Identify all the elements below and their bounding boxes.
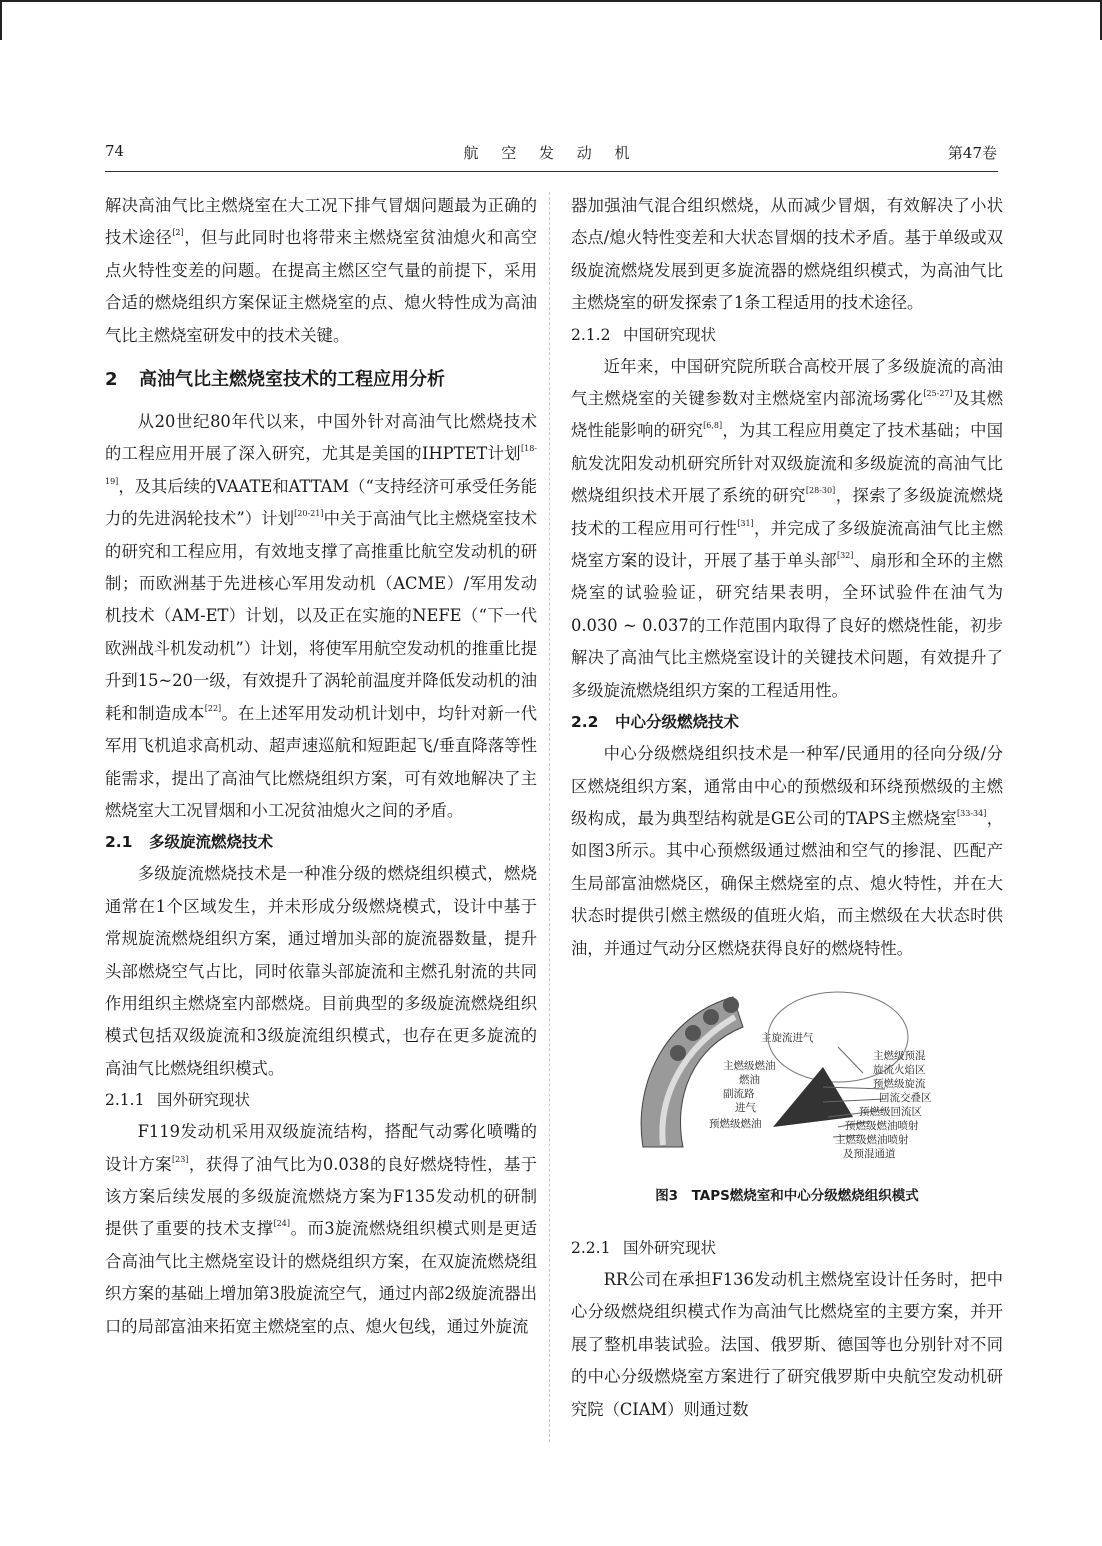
- label-swirl-zone: 旋流火焰区: [873, 1063, 926, 1076]
- label-fuel: 燃油: [739, 1073, 760, 1086]
- subsubsection-heading: 2.1.2 中国研究现状: [571, 325, 717, 344]
- paragraph: F119发动机采用双级旋流结构，搭配气动雾化喷嘴的设计方案[23]，获得了油气比为0.038的良好燃烧特性，基于该方案后续发展的多级旋流燃烧方案为F135发动机的研制提供了重要的技术支撑[24]。而3旋流燃烧组织模式则是更适合高油气比主燃烧室设计的燃烧组织方案，在双旋流燃烧组织方案的基础上增加第3股旋流空气，通过内部2级旋流器出口的局部富油来拓宽主燃烧室的点、熄火包线，通过外旋流: [105, 1122, 537, 1336]
- citation[interactable]: [6,8]: [703, 421, 723, 431]
- citation[interactable]: [20-21]: [294, 509, 324, 519]
- subsection-heading: 2.2 中心分级燃烧技术: [571, 713, 740, 732]
- paragraph: 解决高油气比主燃烧室在大工况下排气冒烟问题最为正确的技术途径[2]，但与此同时也将带来主燃烧室贫油熄火和高空点火特性变差的问题。在提高主燃区空气量的前提下，采用合适的燃烧组织方案保证主燃烧室的点、熄火特性成为高油气比主燃烧室研发中的技术关键。: [105, 196, 537, 345]
- citation[interactable]: [31]: [737, 518, 754, 528]
- crop-mark-left: [0, 0, 2, 40]
- taps-combustor-illustration: [623, 977, 963, 1177]
- paragraph: 中心分级燃烧组织技术是一种军/民通用的径向分级/分区燃烧组织方案，通常由中心的预燃级和环绕预燃级的主燃级构成，最为典型结构就是GE公司的TAPS主燃烧室[33-34]，如图3所示。其中心预燃级通过燃油和空气的掺混、匹配产生局部富油燃烧区，确保主燃烧室的点、熄火特性，并在大状态时提供引燃主燃级的值班火焰，而主燃级在大状态时供油，并通过气动分区燃烧获得良好的燃烧特性。: [571, 744, 1003, 958]
- subsection-heading: 2.1 多级旋流燃烧技术: [105, 833, 274, 852]
- left-column: [105, 190, 537, 1343]
- volume-label: 第47卷: [947, 144, 997, 162]
- citation[interactable]: [2]: [172, 228, 184, 238]
- label-pilot-inject: 预燃级燃油喷射: [845, 1119, 919, 1132]
- pilot-cone: [773, 1067, 853, 1127]
- label-main-fuel: 主燃级燃油: [723, 1059, 776, 1072]
- figure-caption: 图3 TAPS燃烧室和中心分级燃烧组织模式: [655, 1187, 919, 1204]
- label-pilot-recirc: 预燃级回流区: [859, 1105, 922, 1118]
- paragraph: 多级旋流燃烧技术是一种准分级的燃烧组织模式，燃烧通常在1个区域发生，并未形成分级燃烧模式，设计中基于常规旋流燃烧组织方案，通过增加头部的旋流器数量，提升头部燃烧空气占比，同时依靠头部旋流和主燃孔射流的共同作用组织主燃烧室内部燃烧。目前典型的多级旋流燃烧组织模式包括双级旋流和3级旋流组织模式，也存在更多旋流的高油气比燃烧组织模式。: [105, 864, 537, 1078]
- label-mix-channel: 及预混通道: [843, 1147, 896, 1160]
- label-inlet: 进气: [735, 1101, 756, 1114]
- citation[interactable]: [22]: [204, 703, 222, 713]
- figure-3: [571, 977, 1003, 1177]
- label-pilot-fuel: 预燃级燃油: [709, 1117, 762, 1130]
- citation[interactable]: [32]: [836, 551, 854, 561]
- crop-mark-top: [0, 0, 1102, 2]
- page-number: 74: [105, 142, 125, 160]
- citation[interactable]: [25-27]: [923, 389, 953, 399]
- paragraph: RR公司在承担F136发动机主燃烧室设计任务时，把中心分级燃烧组织模式作为高油气比燃烧室的主要方案，并开展了整机串装试验。法国、俄罗斯、德国等也分别针对不同的中心分级燃烧室方案进行了研究俄罗斯中央航空发动机研究院（CIAM）则通过数: [571, 1269, 1003, 1419]
- label-pilot-premix: 主燃级预混: [873, 1049, 926, 1062]
- citation[interactable]: [23]: [172, 1154, 189, 1164]
- citation[interactable]: [18-19]: [105, 444, 537, 486]
- label-pilot-swirl: 预燃级旋流: [873, 1077, 926, 1090]
- column-separator: [549, 192, 550, 1442]
- citation[interactable]: [33-34]: [957, 808, 987, 818]
- running-header: [105, 140, 997, 166]
- subsubsection-heading: 2.2.1 国外研究现状: [571, 1238, 717, 1257]
- label-main-inject: 主燃级燃油喷射: [835, 1133, 909, 1146]
- subsubsection-heading: 2.1.1 国外研究现状: [105, 1091, 251, 1110]
- label-bypass: 副流路: [723, 1087, 755, 1100]
- right-column: [571, 190, 1003, 1426]
- citation[interactable]: [24]: [273, 1219, 291, 1229]
- label-main-inlet: 主旋流进气: [761, 1031, 814, 1044]
- paragraph: 从20世纪80年代以来，中国外针对高油气比燃烧技术的工程应用开展了深入研究，尤其是美国的IHPTET计划[18-19]，及其后续的VAATE和ATTAM（“支持经济可承受任务能力的先进涡轮技术”）计划[20-21]中关于高油气比主燃烧室技术的研究和工程应用，有效地支撑了高推重比航空发动机的研制；而欧洲基于先进核心军用发动机（ACME）/军用发动机技术（AM-ET）计划，以及正在实施的NEFE（“下一代欧洲战斗机发动机”）计划，将使军用航空发动机的推重比提升到15~20一级，有效提升了涡轮前温度并降低发动机的油耗和制造成本[22]。在上述军用发动机计划中，均针对新一代军用飞机追求高机动、超声速巡航和短距起飞/垂直降落等性能需求，提出了高油气比燃烧组织方案，可有效地解决了主燃烧室大工况冒烟和小工况贫油熄火之间的矛盾。: [105, 412, 537, 820]
- paragraph: 近年来，中国研究院所联合高校开展了多级旋流的高油气主燃烧室的关键参数对主燃烧室内部流场雾化[25-27]及其燃烧性能影响的研究[6,8]，为其工程应用奠定了技术基础；中国航发沈阳发动机研究所针对双级旋流和多级旋流的高油气比燃烧组织技术开展了系统的研究[28-30]，探索了多级旋流燃烧技术的工程应用可行性[31]，并完成了多级旋流高油气比主燃烧室方案的设计，开展了基于单头部[32]、扇形和全环的主燃烧室的试验验证，研究结果表明，全环试验件在油气为0.030 ~ 0.037的工作范围内取得了良好的燃烧性能，初步解决了高油气比主燃烧室设计的关键技术问题，有效提升了多级旋流燃烧组织方案的工程适用性。: [571, 356, 1003, 700]
- section-heading: 2 高油气比主燃烧室技术的工程应用分析: [105, 369, 445, 391]
- header-rule: [105, 171, 998, 172]
- journal-title: 航 空 发 动 机: [463, 144, 639, 162]
- citation[interactable]: [28-30]: [805, 486, 836, 496]
- paragraph: 器加强油气混合组织燃烧，从而减少冒烟，有效解决了小状态点/熄火特性变差和大状态冒烟的技术矛盾。基于单级或双级旋流燃烧发展到更多旋流器的燃烧组织模式，为高油气比主燃烧室的研发探索了1条工程适用的技术途径。: [571, 196, 1003, 313]
- label-recirc: 回流交叠区: [879, 1091, 932, 1104]
